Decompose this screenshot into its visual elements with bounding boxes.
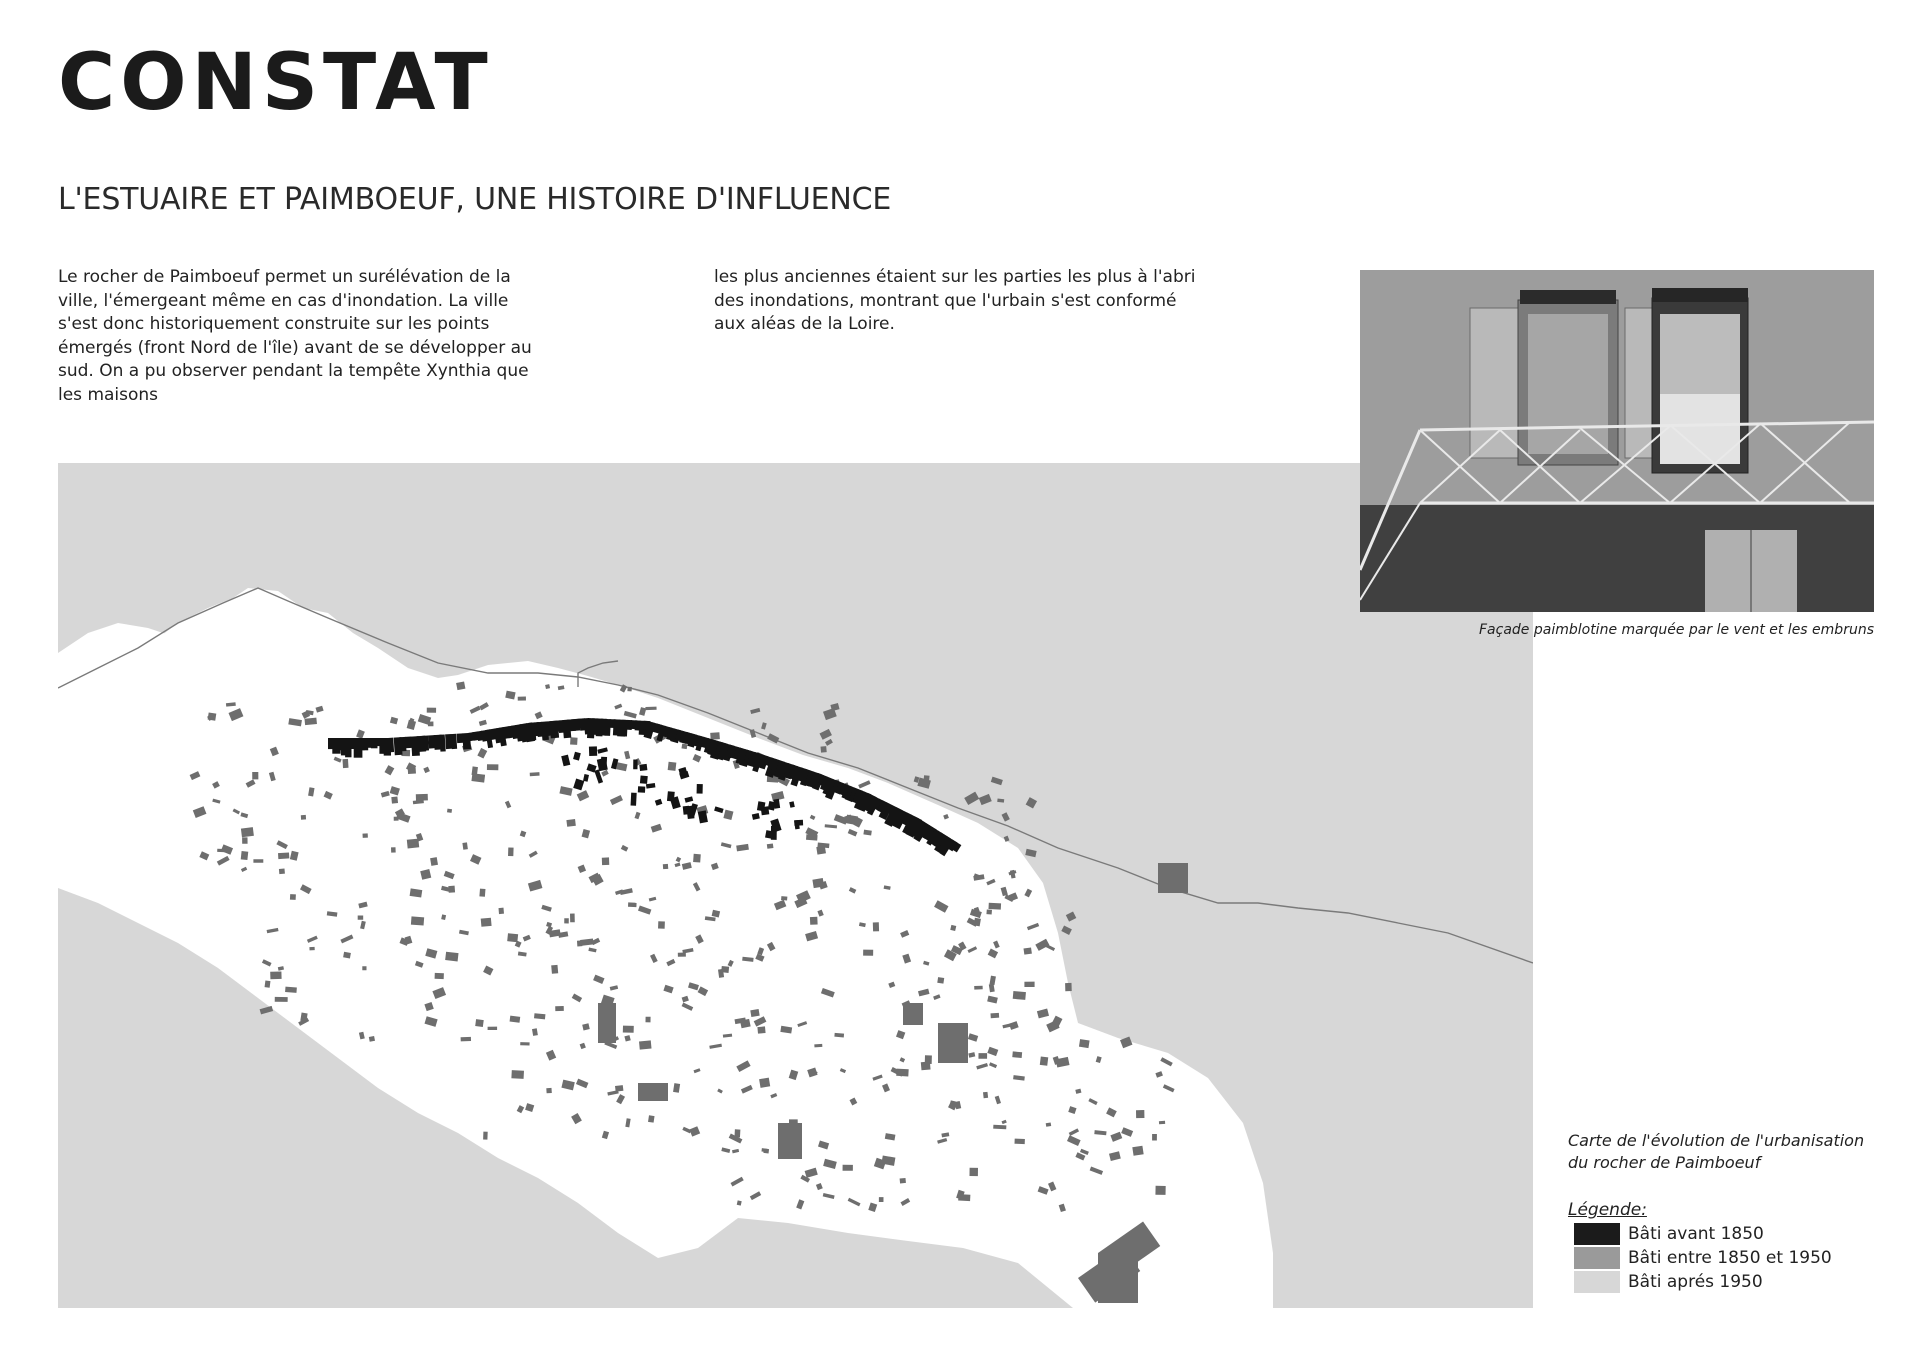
building bbox=[873, 922, 879, 931]
legend-label: Bâti aprés 1950 bbox=[1628, 1272, 1763, 1292]
legend-swatch bbox=[1574, 1223, 1620, 1245]
building bbox=[761, 1148, 767, 1152]
building bbox=[427, 708, 436, 713]
legend-swatch bbox=[1574, 1271, 1620, 1293]
building bbox=[639, 1040, 652, 1049]
building bbox=[638, 1083, 668, 1101]
building bbox=[814, 1044, 822, 1048]
building bbox=[1040, 1057, 1048, 1066]
building bbox=[362, 966, 366, 970]
building bbox=[781, 896, 787, 900]
building bbox=[358, 916, 364, 920]
urbanisation-map bbox=[58, 463, 1533, 1308]
building bbox=[279, 869, 285, 875]
building bbox=[765, 830, 775, 839]
building bbox=[1012, 1051, 1022, 1058]
building bbox=[1026, 797, 1037, 808]
building bbox=[462, 842, 467, 849]
building bbox=[457, 733, 464, 743]
building bbox=[896, 1069, 908, 1077]
building bbox=[937, 977, 944, 984]
building bbox=[923, 775, 929, 784]
building bbox=[767, 843, 774, 848]
legend-label: Bâti avant 1850 bbox=[1628, 1224, 1764, 1244]
building bbox=[439, 734, 445, 751]
building bbox=[668, 762, 677, 771]
building bbox=[1132, 1146, 1143, 1156]
building bbox=[631, 793, 637, 806]
building bbox=[445, 952, 458, 962]
building bbox=[507, 933, 518, 942]
building bbox=[598, 1003, 616, 1043]
building bbox=[475, 1019, 484, 1027]
building bbox=[1061, 926, 1072, 935]
building bbox=[430, 857, 438, 866]
intro-text-column-2: les plus anciennes étaient sur les parties les plus à l'abri des inondations, montrant que l'urbain s'est conformé aux aléas de la Loire. bbox=[714, 267, 1196, 334]
building bbox=[658, 921, 665, 928]
building bbox=[589, 746, 597, 756]
building bbox=[993, 1125, 1006, 1130]
building bbox=[1024, 982, 1034, 987]
building bbox=[1079, 1039, 1090, 1048]
building bbox=[602, 857, 609, 865]
building bbox=[879, 1197, 884, 1202]
building bbox=[925, 1055, 932, 1064]
building bbox=[983, 1092, 988, 1098]
building bbox=[997, 799, 1004, 803]
building bbox=[1013, 991, 1026, 1000]
building bbox=[633, 760, 637, 770]
building bbox=[640, 776, 648, 784]
building bbox=[863, 950, 873, 956]
map-caption: Carte de l'évolution de l'urbanisation du rocher de Paimboeuf bbox=[1568, 1131, 1865, 1172]
facade-photo-drawing bbox=[1360, 270, 1874, 612]
building bbox=[1065, 983, 1072, 991]
building bbox=[546, 1088, 552, 1093]
building bbox=[681, 744, 687, 750]
building bbox=[697, 784, 703, 794]
legend-title: Légende: bbox=[1568, 1200, 1647, 1220]
building bbox=[479, 889, 485, 897]
building bbox=[481, 918, 492, 927]
building bbox=[767, 733, 779, 743]
building bbox=[270, 971, 281, 979]
building bbox=[958, 1194, 970, 1201]
island-land bbox=[58, 588, 1273, 1308]
building bbox=[667, 791, 675, 801]
building bbox=[564, 918, 569, 923]
building bbox=[391, 796, 398, 803]
building bbox=[407, 839, 419, 849]
building bbox=[750, 708, 760, 714]
building bbox=[1025, 849, 1036, 857]
building bbox=[991, 1013, 1000, 1018]
building bbox=[648, 1115, 655, 1122]
building bbox=[456, 681, 465, 690]
building bbox=[778, 1123, 802, 1159]
building bbox=[964, 792, 979, 805]
building bbox=[678, 952, 686, 956]
building bbox=[903, 1003, 923, 1025]
building bbox=[487, 764, 498, 770]
building bbox=[305, 718, 317, 726]
facade-photo bbox=[1360, 270, 1874, 612]
building bbox=[570, 914, 575, 923]
building bbox=[260, 1006, 273, 1015]
building bbox=[488, 1027, 498, 1030]
legend-item-avant-1850 bbox=[1574, 1222, 1888, 1246]
intro-text-column-1: Le rocher de Paimboeuf permet un surélévation de la ville, l'émergeant même en cas d'inondation. La ville s'est donc historiquement construite sur les points émergés (front Nord de l'île) avant de se développer au sud. On a pu observer pendant la tempête Xynthia que les maisons bbox=[58, 267, 532, 405]
building bbox=[757, 1026, 765, 1033]
building bbox=[623, 1026, 634, 1033]
building bbox=[1136, 1110, 1144, 1118]
legend-item-1850-1950 bbox=[1574, 1246, 1888, 1270]
building bbox=[275, 997, 288, 1002]
building bbox=[309, 947, 314, 951]
building bbox=[435, 973, 444, 979]
building bbox=[628, 902, 637, 907]
building bbox=[242, 837, 247, 843]
building bbox=[520, 1042, 529, 1045]
building bbox=[369, 1036, 375, 1042]
building bbox=[1158, 863, 1188, 893]
building bbox=[461, 1037, 471, 1042]
building bbox=[1066, 911, 1077, 921]
photo-caption: Façade paimblotine marquée par le vent et les embruns bbox=[1479, 622, 1874, 638]
building bbox=[518, 697, 526, 701]
building bbox=[825, 739, 833, 746]
building bbox=[978, 1053, 987, 1059]
building bbox=[534, 1013, 545, 1019]
building bbox=[820, 729, 832, 740]
building bbox=[555, 1006, 564, 1011]
page-title: CONSTAT bbox=[58, 38, 493, 128]
building bbox=[411, 916, 424, 925]
building bbox=[1024, 947, 1032, 954]
building bbox=[761, 722, 767, 729]
building bbox=[734, 1129, 740, 1137]
building bbox=[810, 917, 818, 925]
building bbox=[265, 981, 271, 988]
building bbox=[750, 1009, 759, 1017]
building bbox=[530, 772, 540, 776]
building bbox=[508, 848, 514, 857]
building bbox=[693, 854, 701, 863]
building bbox=[511, 1070, 524, 1079]
building bbox=[285, 987, 297, 993]
building bbox=[252, 772, 258, 779]
building bbox=[821, 746, 827, 753]
building bbox=[343, 759, 349, 768]
building bbox=[570, 737, 578, 745]
building bbox=[545, 684, 550, 689]
building bbox=[278, 852, 289, 859]
building bbox=[451, 734, 457, 749]
building bbox=[290, 894, 296, 900]
building bbox=[979, 794, 992, 805]
legend-item-apres-1950 bbox=[1574, 1270, 1888, 1294]
building bbox=[363, 833, 368, 838]
building bbox=[1155, 1186, 1165, 1195]
building bbox=[663, 864, 668, 869]
building bbox=[301, 815, 306, 820]
building bbox=[834, 1033, 844, 1038]
building bbox=[639, 764, 647, 771]
building bbox=[830, 703, 839, 711]
building bbox=[627, 687, 631, 692]
building bbox=[710, 732, 720, 740]
building bbox=[645, 707, 656, 710]
building bbox=[974, 986, 983, 990]
building bbox=[388, 738, 394, 753]
building bbox=[483, 1132, 488, 1140]
building bbox=[986, 910, 992, 915]
building bbox=[566, 819, 575, 827]
building bbox=[759, 1078, 770, 1088]
legend-swatch bbox=[1574, 1247, 1620, 1269]
building bbox=[241, 827, 254, 837]
building bbox=[1152, 1134, 1157, 1141]
building bbox=[510, 1016, 521, 1023]
building bbox=[416, 794, 428, 801]
building bbox=[241, 851, 249, 860]
map-drawing bbox=[58, 463, 1533, 1308]
building bbox=[471, 773, 485, 782]
building bbox=[969, 1168, 978, 1176]
building bbox=[900, 1178, 906, 1184]
section-subtitle: L'ESTUAIRE ET PAIMBOEUF, UNE HISTOIRE D'INFLUENCE bbox=[58, 182, 892, 217]
building bbox=[551, 965, 558, 974]
building bbox=[391, 847, 396, 852]
building bbox=[253, 859, 263, 863]
building bbox=[645, 1017, 650, 1023]
building bbox=[422, 736, 429, 751]
building bbox=[988, 903, 1001, 910]
building bbox=[217, 849, 229, 853]
building bbox=[1002, 812, 1010, 821]
building bbox=[1159, 1121, 1165, 1125]
building bbox=[638, 786, 646, 792]
map-legend bbox=[1568, 1200, 1888, 1294]
building bbox=[991, 777, 1003, 786]
building bbox=[938, 1023, 968, 1063]
building bbox=[843, 1165, 853, 1171]
building bbox=[499, 908, 504, 914]
legend-label: Bâti entre 1850 et 1950 bbox=[1628, 1248, 1832, 1268]
building bbox=[447, 809, 452, 813]
building bbox=[405, 737, 412, 749]
building bbox=[1015, 1139, 1025, 1144]
